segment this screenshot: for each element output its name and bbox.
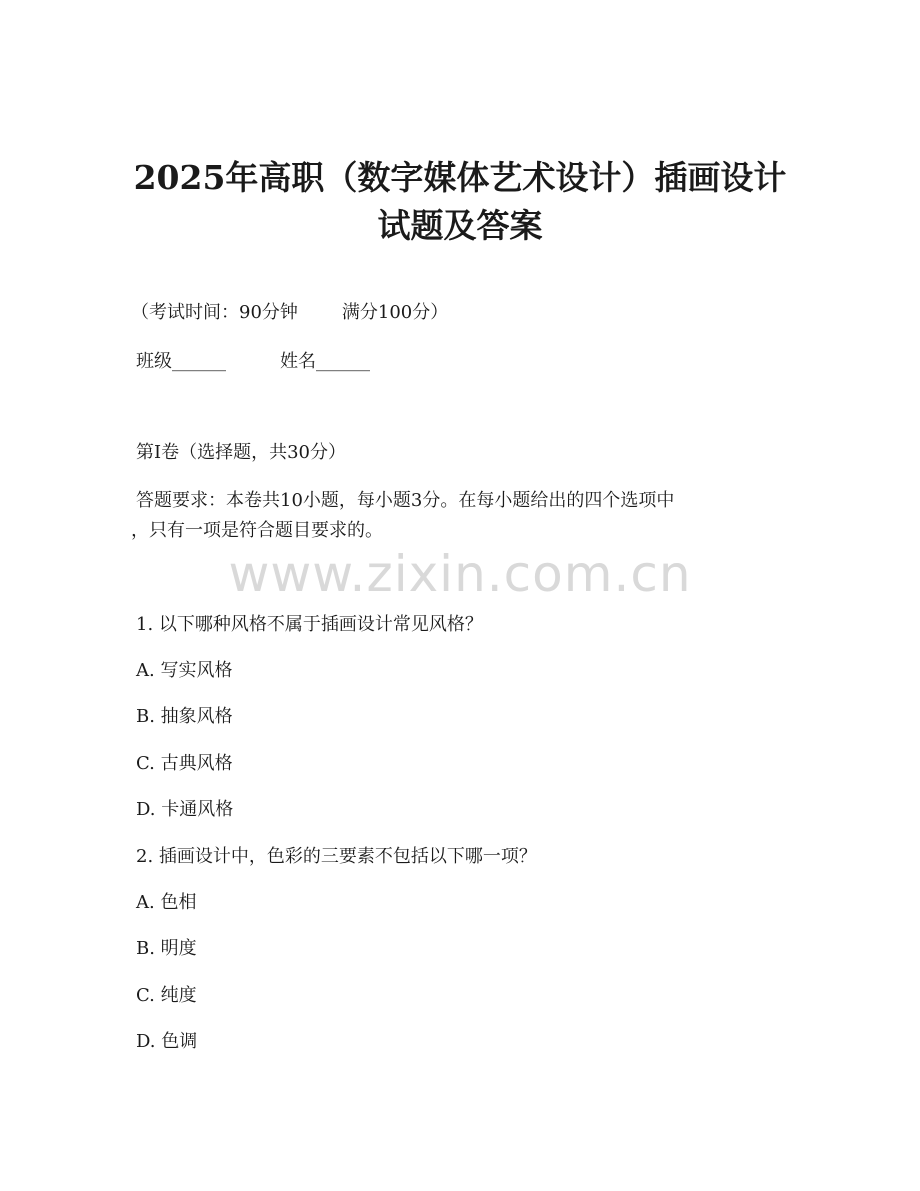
- exam-info: [131, 300, 448, 326]
- name-field: 姓名______: [280, 351, 370, 372]
- class-field: 班级______: [136, 351, 226, 372]
- student-fields: [136, 349, 370, 375]
- question-1-option-c: C. 古典风格: [136, 753, 233, 774]
- question-1-option-b: B. 抽象风格: [136, 706, 233, 727]
- question-2-option-a: A. 色相: [136, 892, 197, 913]
- exam-time: （考试时间：90分钟: [131, 302, 298, 323]
- exam-score: 满分100分）: [341, 302, 449, 323]
- question-2-option-d: D. 色调: [136, 1031, 198, 1052]
- section-instructions-line2: ，只有一项是符合题目要求的。: [131, 520, 383, 541]
- watermark-text: www.zixin.com.cn: [228, 545, 692, 603]
- question-2-stem: 2. 插画设计中，色彩的三要素不包括以下哪一项？: [136, 846, 537, 867]
- question-2-option-b: B. 明度: [136, 938, 197, 959]
- section-instructions-line1: 答题要求：本卷共10小题，每小题3分。在每小题给出的四个选项中: [136, 490, 675, 511]
- question-1-option-d: D. 卡通风格: [136, 799, 234, 820]
- document-title-line1: 2025年高职（数字媒体艺术设计）插画设计: [133, 158, 787, 197]
- question-2-option-c: C. 纯度: [136, 985, 197, 1006]
- question-1-stem: 1. 以下哪种风格不属于插画设计常见风格？: [136, 614, 483, 635]
- document-title-line2: 试题及答案: [377, 206, 543, 245]
- question-1-option-a: A. 写实风格: [136, 660, 233, 681]
- section-heading: 第I卷（选择题，共30分）: [136, 442, 347, 463]
